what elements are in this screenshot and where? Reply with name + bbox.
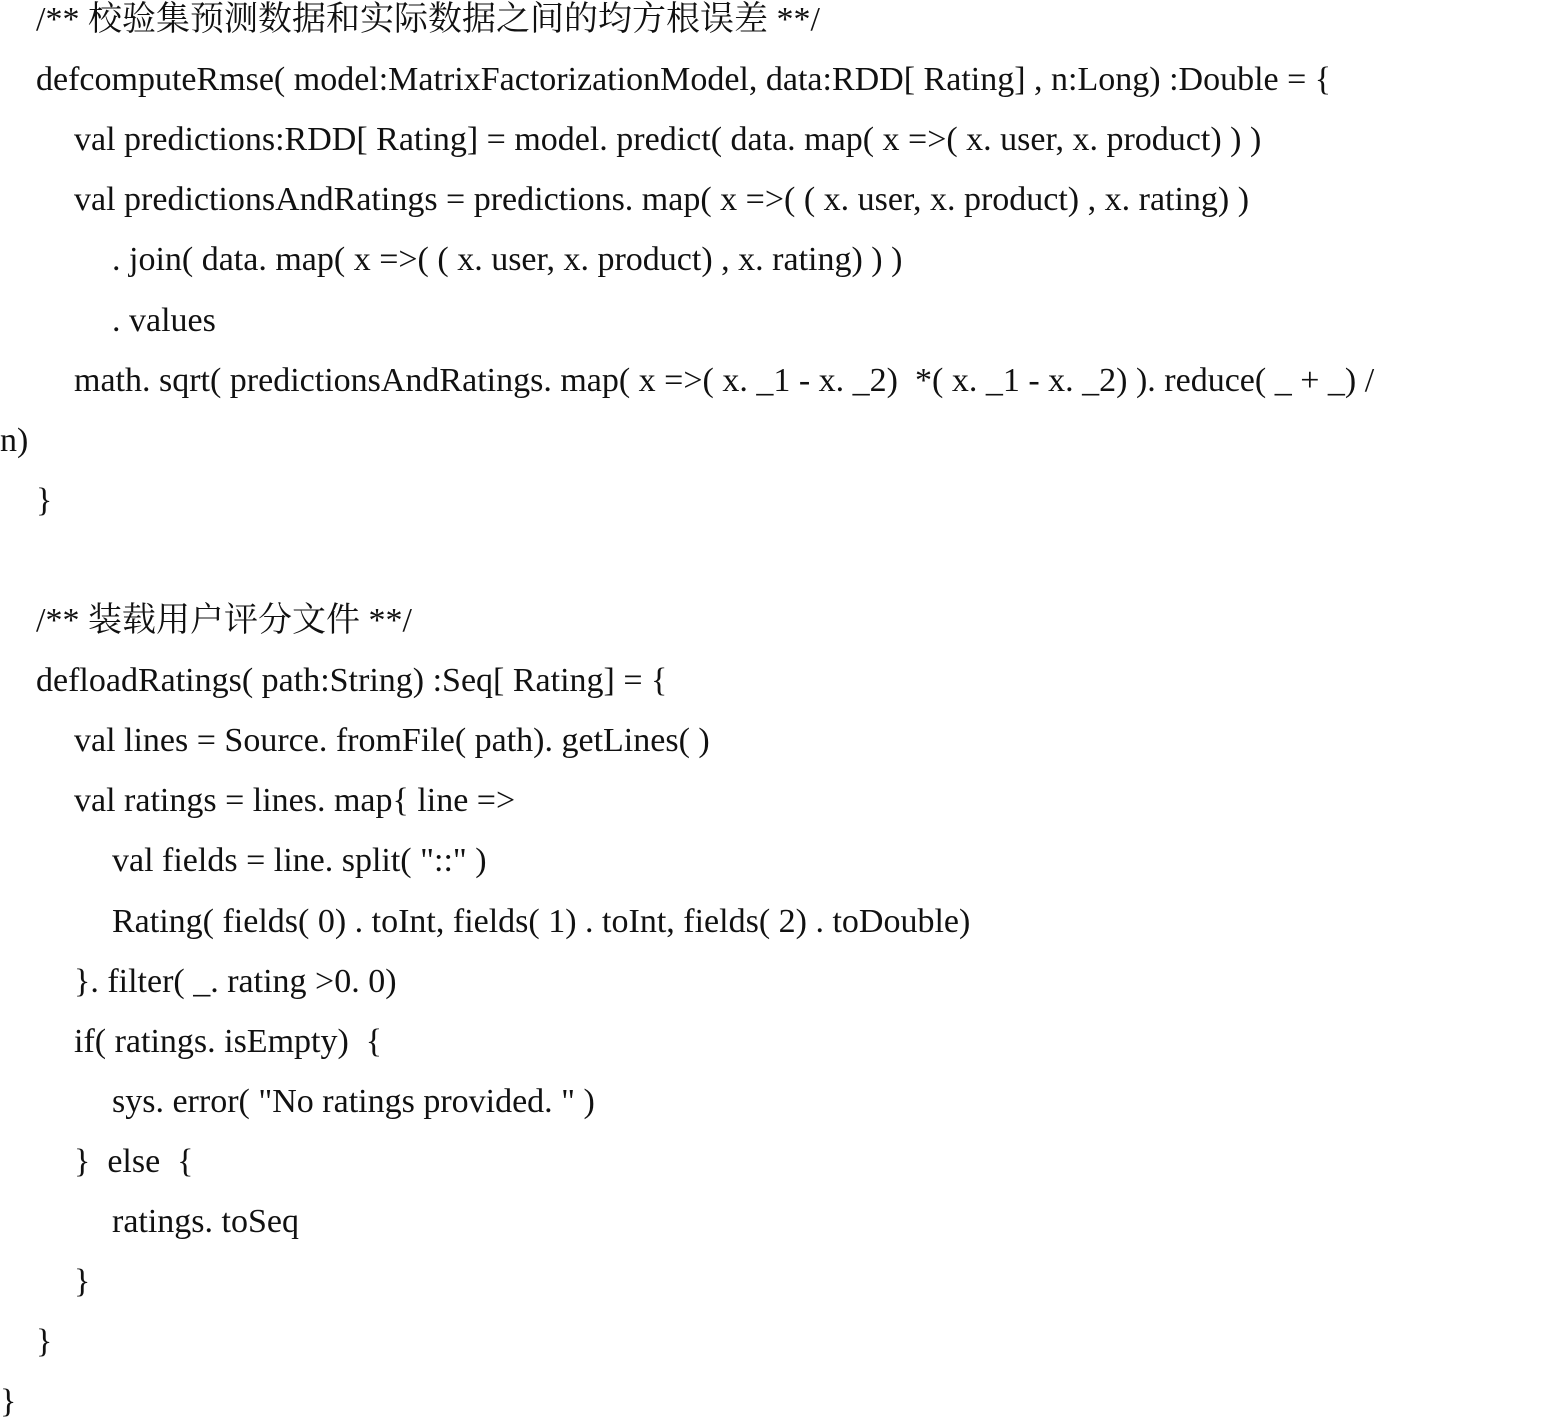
code-line: math. sqrt( predictionsAndRatings. map( x =>( x. _1 - x. _2) *( x. _1 - x. _2) ). reduce( _ + _) / [74,361,1375,399]
code-line: sys. error( "No ratings provided. " ) [112,1082,595,1120]
code-line: } [36,1323,53,1361]
code-line: }. filter( _. rating >0. 0) [74,962,397,1000]
code-line: val fields = line. split( "::" ) [112,842,487,880]
code-line: /** 装载用户评分文件 **/ [36,602,412,639]
code-line: . join( data. map( x =>( ( x. user, x. product) , x. rating) ) ) [112,241,903,279]
code-line: defloadRatings( path:String) :Seq[ Rating] = { [36,662,668,700]
code-line: . values [112,301,216,339]
code-line: /** 校验集预测数据和实际数据之间的均方根误差 **/ [36,1,820,38]
code-line: ratings. toSeq [112,1203,299,1240]
code-line: val ratings = lines. map{ line => [74,782,516,820]
code-line: defcomputeRmse( model:MatrixFactorizationModel, data:RDD[ Rating] , n:Long) :Double = { [36,61,1332,99]
code-line: val lines = Source. fromFile( path). getLines( ) [74,722,710,760]
code-line: n) [0,421,29,459]
code-line: Rating( fields( 0) . toInt, fields( 1) . toInt, fields( 2) . toDouble) [112,902,971,940]
code-line: } [0,1383,17,1421]
code-line: val predictionsAndRatings = predictions. map( x =>( ( x. user, x. product) , x. rating) ) [74,181,1250,219]
code-line: } [36,481,53,519]
code-line: } [74,1263,91,1301]
code-line: if( ratings. isEmpty) { [74,1022,383,1060]
code-line: } else { [74,1142,194,1180]
code-line: val predictions:RDD[ Rating] = model. predict( data. map( x =>( x. user, x. product) ) ) [74,121,1262,159]
